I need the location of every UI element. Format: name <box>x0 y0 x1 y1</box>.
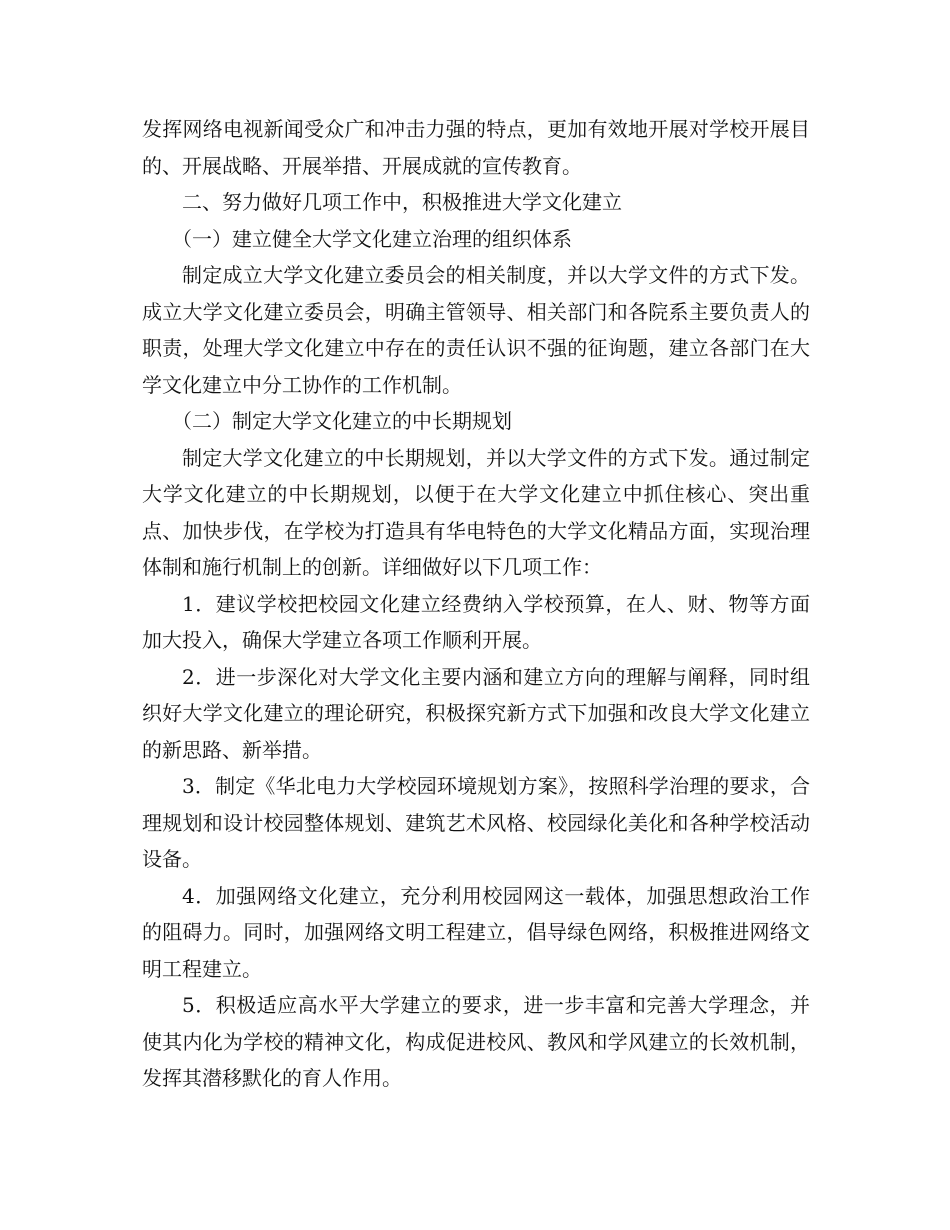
document-body <box>142 111 810 1097</box>
section-heading: 二、努力做好几项工作中，积极推进大学文化建立 <box>182 190 622 214</box>
list-item-1: 1．建议学校把校园文化建立经费纳入学校预算，在人、财、物等方面加大投入，确保大学建立各项工作顺利开展。 <box>142 591 810 652</box>
list-item-4: 4．加强网络文化建立，充分利用校园网这一载体，加强思想政治工作的阻碍力。同时，加强网络文明工程建立，倡导绿色网络，积极推进网络文明工程建立。 <box>142 883 810 981</box>
subsection-heading-2: （二）制定大学文化建立的中长期规划 <box>172 409 512 433</box>
paragraph-continuation: 发挥网络电视新闻受众广和冲击力强的特点，更加有效地开展对学校开展目的、开展战略、开展举措、开展成就的宣传教育。 <box>142 117 810 178</box>
list-item-5: 5．积极适应高水平大学建立的要求，进一步丰富和完善大学理念，并使其内化为学校的精神文化，构成促进校风、教风和学风建立的长效机制，发挥其潜移默化的育人作用。 <box>142 993 810 1090</box>
list-item-2: 2．进一步深化对大学文化主要内涵和建立方向的理解与阐释，同时组织好大学文化建立的理论研究，积极探究新方式下加强和改良大学文化建立的新思路、新举措。 <box>142 664 810 762</box>
subsection-heading-1: （一）建立健全大学文化建立治理的组织体系 <box>172 226 572 251</box>
paragraph-planning: 制定大学文化建立的中长期规划，并以大学文件的方式下发。通过制定大学文化建立的中长期规划，以便于在大学文化建立中抓住核心、突出重点、加快步伐，在学校为打造具有华电特色的大学文化精品方面，实现治理体制和施行机制上的创新。详细做好以下几项工作： <box>142 445 810 579</box>
paragraph-committee: 制定成立大学文化建立委员会的相关制度，并以大学文件的方式下发。成立大学文化建立委员会，明确主管领导、相关部门和各院系主要负责人的职责，处理大学文化建立中存在的责任认识不强的征询题，建立各部门在大学文化建立中分工协作的工作机制。 <box>142 263 810 397</box>
list-item-3: 3．制定《华北电力大学校园环境规划方案》，按照科学治理的要求，合理规划和设计校园整体规划、建筑艺术风格、校园绿化美化和各种学校活动设备。 <box>142 774 810 871</box>
